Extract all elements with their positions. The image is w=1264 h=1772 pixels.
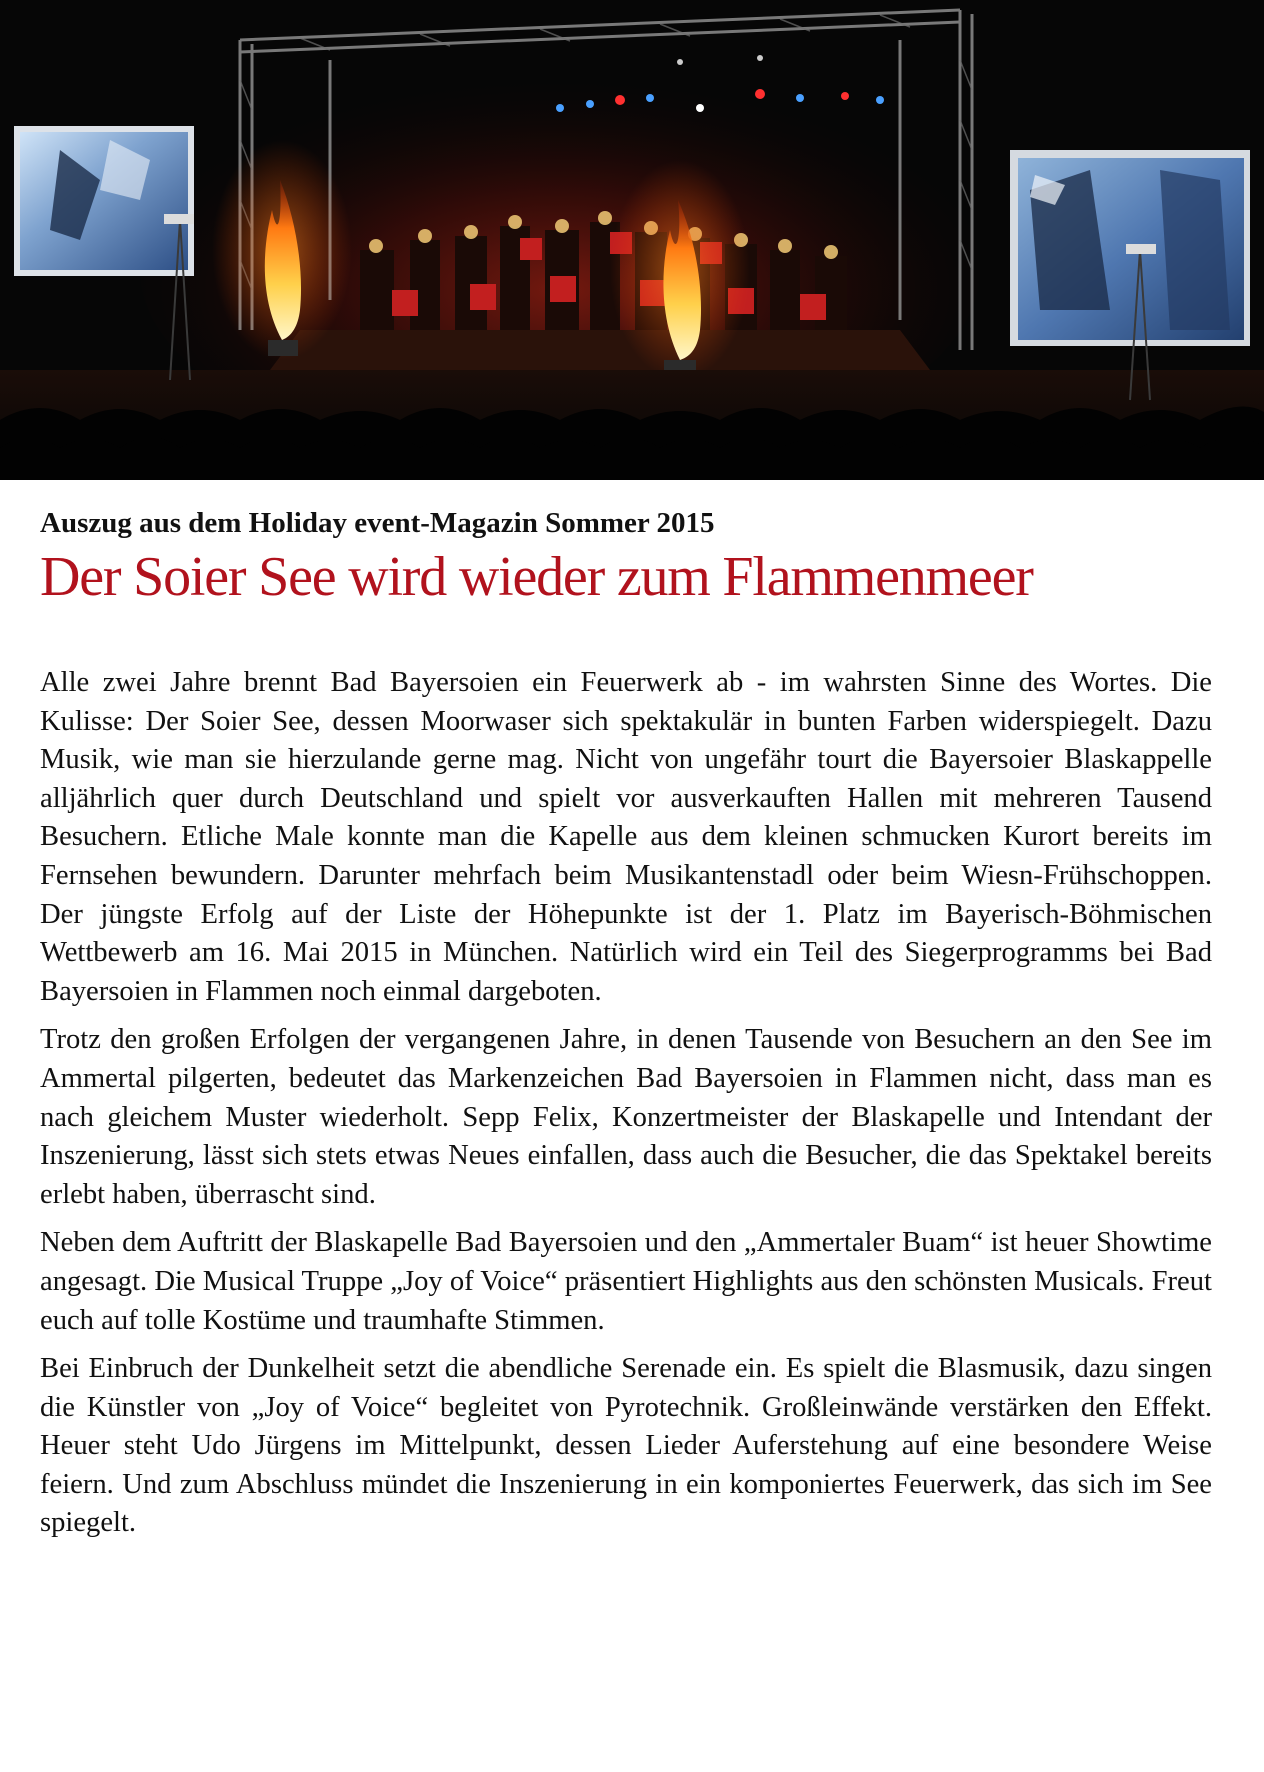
concert-stage-illustration (0, 0, 1264, 480)
article-paragraph-3: Neben dem Auftritt der Blaskapelle Bad Bayersoien und den „Ammertaler Buam“ ist heuer Showtime angesagt. Die Musical Truppe „Joy of Voice“ präsentiert Highlights aus den schönsten Musicals. Freut euch auf tolle Kostüme und traumhafte Stimmen. (40, 1227, 1212, 1336)
article-kicker: Auszug aus dem Holiday event-Magazin Sommer 2015 (40, 507, 715, 539)
article-paragraph-2: Trotz den großen Erfolgen der vergangenen Jahre, in denen Tausende von Besuchern an den See im Ammertal pilgerten, bedeutet das Markenzeichen Bad Bayersoien in Flammen nicht, dass man es nach gleichem Muster wiederholt. Sepp Felix, Konzertmeister der Blaskapelle und Intendant der Inszenierung, lässt sich stets etwas Neues einfallen, dass auch die Besucher, die das Spektakel bereits erlebt haben, überrascht sind. (40, 1024, 1212, 1210)
article-headline: Der Soier See wird wieder zum Flammenmeer (40, 546, 1033, 608)
concert-photo (0, 0, 1264, 480)
article (40, 506, 1212, 1553)
article-paragraph-1: Alle zwei Jahre brennt Bad Bayersoien ein Feuerwerk ab - im wahrsten Sinne des Wortes. Die Kulisse: Der Soier See, dessen Moorwaser sich spektakulär in bunten Farben widerspiegelt. Dazu Musik, wie man sie hierzulande gerne mag. Nicht von ungefähr tourt die Bayersoier Blaskappelle alljährlich quer durch Deutschland und spielt vor ausverkauften Hallen mit mehreren Tausend Besuchern. Etliche Male konnte man die Kapelle aus dem kleinen schmucken Kurort bereits im Fernsehen bewundern. Darunter mehrfach beim Musikantenstadl oder beim Wiesn-Frühschoppen. Der jüngste Erfolg auf der Liste der Höhepunkte ist der 1. Platz im Bayerisch-Böhmischen Wettbewerb am 16. Mai 2015 in München. Natürlich wird ein Teil des Siegerprogramms bei Bad Bayersoien in Flammen noch einmal dargeboten. (40, 667, 1212, 1007)
article-body (40, 664, 1212, 1543)
article-paragraph-4: Bei Einbruch der Dunkelheit setzt die abendliche Serenade ein. Es spielt die Blasmusik, dazu singen die Künstler von „Joy of Voice“ begleitet von Pyrotechnik. Großleinwände verstärken den Effekt. Heuer steht Udo Jürgens im Mittelpunkt, dessen Lieder Auferstehung auf eine besondere Weise feiern. Und zum Abschluss mündet die Inszenierung in ein komponiertes Feuerwerk, das sich im See spiegelt. (40, 1353, 1212, 1539)
